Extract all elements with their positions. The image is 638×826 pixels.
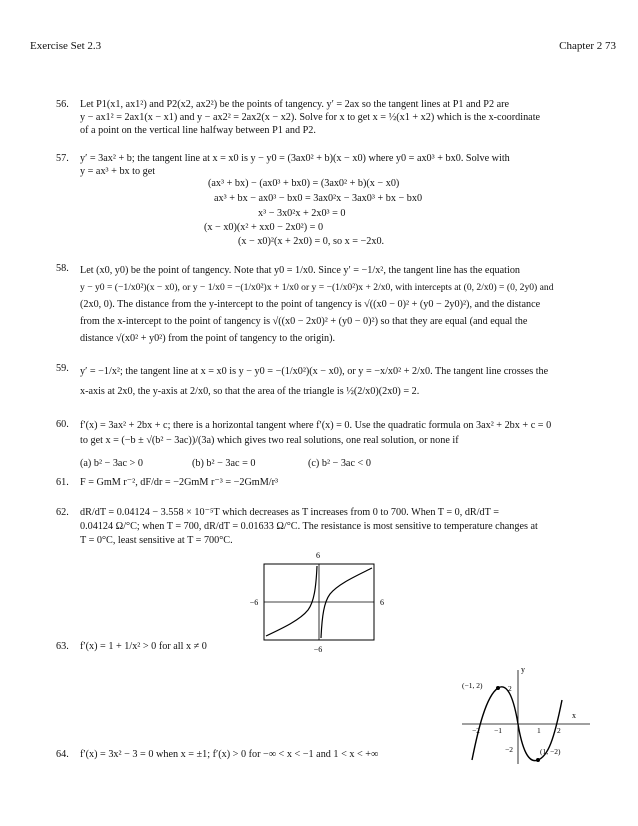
point-label-right: (1, −2) <box>540 747 561 756</box>
text-line: F = GmM r⁻², dF/dr = −2GmM r⁻³ = −2GmM/r³ <box>80 477 279 488</box>
problem-number: 58. <box>56 263 69 274</box>
text-line: T = 0°C, least sensitive at T = 700°C. <box>80 535 233 546</box>
tick-x-neg2: −2 <box>472 726 480 735</box>
text-line: y = ax³ + bx to get <box>80 166 156 177</box>
problem-number: 62. <box>56 507 69 518</box>
text-line: to get x = (−b ± √(b² − 3ac))/(3a) which gives two real solutions, one real solution, or none if <box>80 435 459 446</box>
case-b: (b) b² − 3ac = 0 <box>192 458 256 469</box>
y-axis-label: y <box>521 665 525 674</box>
problem-63 <box>56 640 622 653</box>
problem-56 <box>56 98 622 137</box>
problem-number: 60. <box>56 419 69 430</box>
problem-59 <box>56 362 622 402</box>
problem-number: 56. <box>56 99 69 110</box>
problem-number: 61. <box>56 477 69 488</box>
case-a: (a) b² − 3ac > 0 <box>80 458 143 469</box>
problem-number: 63. <box>56 641 69 652</box>
header-section-title: Exercise Set 2.3 <box>30 40 102 52</box>
curve-right-branch <box>321 568 372 638</box>
text-line: x-axis at 2x0, the y-axis at 2/x0, so that the area of the triangle is ½(2/x0)(2x0) = 2. <box>80 386 420 397</box>
text-line: y′ = −1/x²; the tangent line at x = x0 is y − y0 = −(1/x0²)(x − x0), or y = −x/x0² + 2/x0. The tangent line crosses the <box>80 366 549 377</box>
max-point <box>496 686 500 690</box>
text-line: from the x-intercept to the point of tangency is √((x0 − 2x0)² + (y0 − 0)²) so that they are equal (and equal the <box>80 316 528 327</box>
tick-x-pos1: 1 <box>537 726 541 735</box>
text-line: Let P1(x1, ax1²) and P2(x2, ax2²) be the points of tangency. y′ = 2ax so the tangent lines at P1 and P2 are <box>80 99 510 110</box>
tick-x-pos2: 2 <box>557 726 561 735</box>
header-chapter: Chapter 2 73 <box>559 40 616 52</box>
equation-line: ax³ + bx − ax0³ − bx0 = 3ax0²x − 3ax0³ + bx − bx0 <box>214 193 423 204</box>
case-c: (c) b² − 3ac < 0 <box>308 458 371 469</box>
equation-line: (x − x0)(x² + xx0 − 2x0²) = 0 <box>204 222 324 233</box>
text-line: f′(x) = 1 + 1/x² > 0 for all x ≠ 0 <box>80 641 207 652</box>
problem-62 <box>56 506 622 548</box>
text-line: of a point on the vertical line halfway between P1 and P2. <box>80 125 316 136</box>
equation-line: x³ − 3x0²x + 2x0³ = 0 <box>258 208 346 219</box>
tick-y-neg: −2 <box>505 745 513 754</box>
problem-number: 59. <box>56 363 69 374</box>
equation-line: (ax³ + bx) − (ax0³ + bx0) = (3ax0² + b)(x − x0) <box>208 178 400 189</box>
tick-ymin: −6 <box>313 645 323 654</box>
tick-xmax: 6 <box>380 598 384 607</box>
tick-ymax: 6 <box>316 551 320 560</box>
text-line: (2x0, 0). The distance from the y-intercept to the point of tangency is √((x0 − 0)² + (y0 − 2y0)²), and the distance <box>80 299 541 310</box>
text-line: distance √(x0² + y0²) from the point of tangency to the origin). <box>80 333 336 344</box>
problem-57 <box>56 152 622 178</box>
tick-xmin: −6 <box>249 598 259 607</box>
tick-y-pos: 2 <box>508 684 512 693</box>
equation-line: (x − x0)²(x + 2x0) = 0, so x = −2x0. <box>238 236 385 247</box>
text-line: Let (x0, y0) be the point of tangency. Note that y0 = 1/x0. Since y′ = −1/x², the tangent line has the equation <box>80 265 521 276</box>
text-line: y − y0 = (−1/x0²)(x − x0), or y − 1/x0 = −(1/x0²)x + 1/x0 or y = −(1/x0²)x + 2/x0, with intercepts at (0, 2/x0) = (0, 2y0) and <box>80 282 554 293</box>
problem-60 <box>56 418 622 448</box>
x-axis-label: x <box>572 711 576 720</box>
page-number: 73 <box>605 40 616 52</box>
text-line: y − ax1² = 2ax1(x − x1) and y − ax2² = 2ax2(x − x2). Solve for x to get x = ½(x1 + x2) which is the x-coordinate <box>80 112 541 123</box>
problem-58 <box>56 262 622 347</box>
text-line: y′ = 3ax² + b; the tangent line at x = x0 is y − y0 = (3ax0² + b)(x − x0) where y0 = ax0³ + bx0. Solve with <box>80 153 510 164</box>
problem-61 <box>56 476 622 489</box>
text-line: 0.04124 Ω/°C; when T = 700, dR/dT = 0.01633 Ω/°C. The resistance is most sensitive to temperature changes at <box>80 521 538 532</box>
problem-number: 64. <box>56 749 69 760</box>
curve-left-branch <box>266 566 317 636</box>
text-line: dR/dT = 0.04124 − 3.558 × 10⁻⁵T which decreases as T increases from 0 to 700. When T = 0, dR/dT = <box>80 507 499 518</box>
text-line: f′(x) = 3x² − 3 = 0 when x = ±1; f′(x) > 0 for −∞ < x < −1 and 1 < x < +∞ <box>80 749 379 760</box>
point-label-left: (−1, 2) <box>462 681 483 690</box>
problem-64 <box>56 748 622 761</box>
text-line: f′(x) = 3ax² + 2bx + c; there is a horizontal tangent where f′(x) = 0. Use the quadratic formula on 3ax² + 2bx + c = 0 <box>80 420 552 431</box>
problem-number: 57. <box>56 153 69 164</box>
tick-x-neg1: −1 <box>494 726 502 735</box>
